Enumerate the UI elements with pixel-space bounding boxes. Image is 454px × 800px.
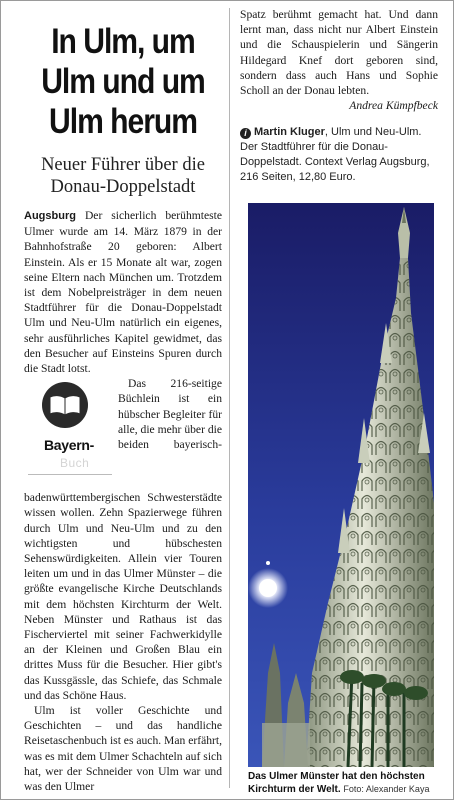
paragraph-1-text: Der sicherlich berühmteste Ulmer wurde am 14. März 1879 in der Bahnhofstraße 20 geboren: Albert Einstein. Als er 15 Monate alt war, zogen seine Eltern nach München um. Trotzdem ist dem Nobelpreisträger in dem neuen Stadtführer für die Donau-Doppelstadt Ulm und Neu-Ulm natürlich ein eigenes, sehr ausführliches Kapitel gewidmet, das den Besucher auf Einsteins Spuren durch die Stadt lotst.: [24, 209, 222, 376]
photo-caption: [248, 770, 438, 796]
subheadline-line: Neuer Führer über die: [41, 155, 205, 175]
ulmer-muenster-photo: [248, 203, 434, 767]
info-icon: i: [240, 128, 251, 139]
subheadline: [24, 154, 222, 198]
paragraph-1: [24, 208, 222, 376]
book-author: Martin Kluger: [254, 126, 325, 139]
logo-circle: [42, 382, 88, 428]
article-body: [24, 208, 222, 794]
headline-line: Ulm herum: [49, 102, 197, 141]
headline: [23, 22, 223, 142]
subheadline-line: Donau-Doppelstadt: [50, 177, 196, 197]
headline-line: In Ulm, um: [51, 22, 195, 61]
article-main-column: [24, 22, 222, 794]
dateline: Augsburg: [24, 210, 76, 222]
book-info-box: [240, 125, 438, 185]
logo-title: Bayern-: [44, 437, 95, 454]
book-icon: [48, 394, 82, 416]
logo-subtitle: Buch: [60, 456, 90, 471]
article-side-column: [240, 7, 438, 185]
cathedral-tower-illustration: [248, 203, 434, 767]
paragraph-2: [24, 376, 222, 703]
book-details: , Ulm und Neu-Ulm. Der Stadtführer für die Donau-Doppelstadt. Context Verlag Augsburg, 216 Seiten, 12,80 Euro.: [240, 126, 430, 184]
photo-credit: Foto: Alexander Kaya: [343, 784, 430, 794]
paragraph-3-continued: Spatz berühmt gemacht hat. Und dann lernt man, dass nicht nur Albert Einstein und die Schauspielerin und Sängerin Hildegard Knef dort geboren sind, sondern dass auch Hans und Sophie Scholl an der Donau lebten.: [240, 8, 438, 98]
bayern-buch-logo: [24, 380, 112, 488]
headline-line: Ulm und um: [41, 62, 205, 101]
column-divider: [229, 8, 230, 788]
logo-rule: [28, 474, 112, 475]
paragraph-2-text: Das 216-seitige Büchlein ist ein hübscher Begleiter für alle, die mehr über die beiden bayerisch-badenwürttembergischen Schwesterstädte wissen wollen. Zehn Spazierwege führen durch Ulm und Neu-Ulm und zu den wichtigsten und hübschesten Sehenswürdigkeiten. Allein vier Touren leiten um und in das Ulmer Münster – die größte evangelische Kirche Deutschlands mit dem höchsten Kirchturm der Welt. Neben Münster und Rathaus ist das Fischerviertel mit seiner Fachwerkidylle an der Kleinen und Großen Blau ein drittes Muss für die Besucher. Hier gibt's das Kussgässle, das Schiefe, das Schmale und das Schöne Haus.: [24, 377, 222, 702]
author-byline: Andrea Kümpfbeck: [349, 99, 438, 113]
caption-text: Das Ulmer Münster hat den höchsten Kirchturm der Welt.: [248, 771, 425, 795]
paragraph-3: Ulm ist voller Geschichte und Geschichten – und das handliche Reisetaschenbuch ist es auch. Man erfährt, was es mit dem Ulmer Schachteln auf sich hat, wer der Schneider von Ulm war und was den Ulmer: [24, 704, 222, 794]
